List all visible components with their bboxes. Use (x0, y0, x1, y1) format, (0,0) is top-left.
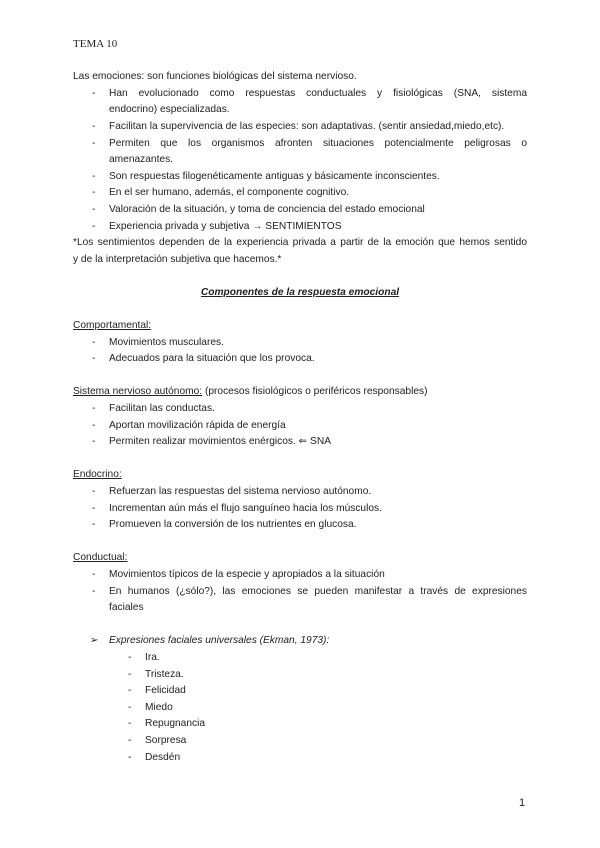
list-item: - Movimientos típicos de la especie y apropiados a la situación (92, 569, 385, 580)
list-item: - Tristeza. (128, 668, 184, 680)
list-item: - Ira. (128, 651, 160, 663)
document-title: TEMA 10 (73, 38, 118, 50)
note-text: *Los sentimientos dependen de la experiencia privada a partir de la emoción que hemos sentido (73, 237, 527, 249)
list-item: - Experiencia privada y subjetiva → SENTIMIENTOS (92, 220, 342, 232)
list-item: - Movimientos musculares. (92, 336, 224, 348)
list-item: - Permiten realizar movimientos enérgicos. ⇐ SNA (92, 436, 331, 448)
list-item: - Valoración de la situación, y toma de conciencia del estado emocional (92, 203, 425, 215)
subheading-endocrino: Endocrino: (73, 469, 122, 481)
list-item: - Adecuados para la situación que los provoca. (92, 353, 315, 365)
intro-text: Las emociones: son funciones biológicas del sistema nervioso. (73, 71, 357, 83)
ekman-heading: ➢ Expresiones faciales universales (Ekman, 1973): (73, 633, 527, 650)
list-item: - En humanos (¿sólo?), las emociones se pueden manifestar a través de expresiones faciales (92, 585, 527, 614)
subheading-sna: Sistema nervioso autónomo: (procesos fisiológicos o periféricos responsables) (73, 386, 428, 398)
arrow-bullet-icon: ➢ (90, 635, 99, 647)
list-item: - Permiten que los organismos afronten situaciones potencialmente peligrosas o amenazantes. (92, 137, 527, 166)
list-item: - Repugnancia (128, 718, 206, 730)
list-item: - Son respuestas filogenéticamente antiguas y básicamente inconscientes. (92, 170, 440, 182)
list-item: - En el ser humano, además, el componente cognitivo. (92, 187, 350, 199)
list-item: - Facilitan las conductas. (92, 403, 215, 415)
list-item: - Incrementan aún más el flujo sanguíneo hacia los músculos. (92, 502, 382, 514)
list-item: - Promueven la conversión de los nutrientes en glucosa. (92, 519, 357, 531)
document-page (73, 36, 527, 766)
list-item: - Sorpresa (128, 734, 187, 746)
list-item: - Felicidad (128, 685, 186, 697)
subheading-conductual: Conductual: (73, 552, 128, 564)
list-item: - Miedo (128, 701, 173, 713)
list-item: - Desdén (128, 751, 181, 763)
list-item: - Facilitan la supervivencia de las especies: son adaptativas. (sentir ansiedad,miedo,etc). (92, 120, 505, 132)
list-item: - Refuerzan las respuestas del sistema nervioso autónomo. (92, 486, 372, 498)
section-heading: Componentes de la respuesta emocional (200, 286, 400, 298)
subheading-comportamental: Comportamental: (73, 320, 152, 332)
page-number: 1 (519, 797, 526, 809)
list-item: - Aportan movilización rápida de energía (92, 419, 286, 431)
note-text-cont: y de la interpretación subjetiva que hacemos.* (73, 253, 282, 265)
list-item: - Han evolucionado como respuestas conductuales y fisiológicas (SNA, sistema endocrino) especializadas. (92, 87, 527, 116)
